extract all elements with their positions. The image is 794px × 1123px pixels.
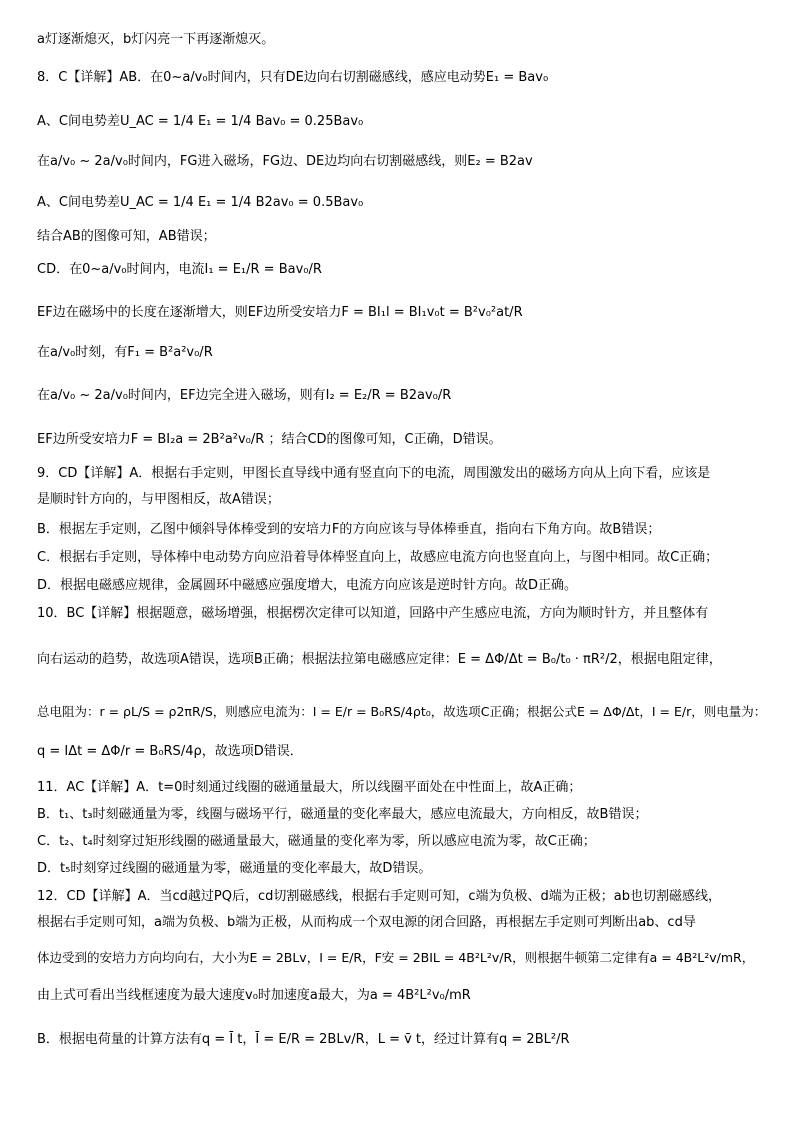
text-line: C．t₂、t₄时刻穿过矩形线圈的磁通量最大，磁通量的变化率为零，所以感应电流为零，故C正确； (37, 834, 596, 849)
text-line: 根据右手定则可知，a端为负极、b端为正极，从而构成一个双电源的闭合回路，再根据左手定则可判断出ab、cd导 (37, 915, 696, 930)
text-line: 在a/v₀时刻，有F₁ = B²a²v₀/R (37, 345, 213, 360)
text-line: EF边在磁场中的长度在逐渐增大，则EF边所受安培力F = BI₁l = BI₁v₀t = B²v₀²at/R (37, 305, 523, 320)
text-line: EF边所受安培力F = BI₂a = 2B²a²v₀/R ；结合CD的图像可知，C正确，D错误。 (37, 432, 502, 447)
text-line: D．根据电磁感应规律，金属圆环中磁感应强度增大，电流方向应该是逆时针方向。故D正确。 (37, 578, 578, 593)
text-line: 在a/v₀ ~ 2a/v₀时间内，EF边完全进入磁场，则有I₂ = E₂/R = B2av₀/R (37, 388, 452, 403)
text-line: 10．BC【详解】根据题意，磁场增强，根据楞次定律可以知道，回路中产生感应电流，方向为顺时针方，并且整体有 (37, 606, 709, 621)
text-line: 11．AC【详解】A．t=0时刻通过线圈的磁通量最大，所以线圈平面处在中性面上，故A正确； (37, 780, 582, 795)
text-line: A、C间电势差U_AC = 1/4 E₁ = 1/4 B2av₀ = 0.5Bav₀ (37, 195, 364, 210)
text-line: C．根据右手定则，导体棒中电动势方向应沿着导体棒竖直向上，故感应电流方向也竖直向上，与图中相同。故C正确； (37, 550, 719, 565)
text-line: 在a/v₀ ~ 2a/v₀时间内，FG进入磁场，FG边、DE边均向右切割磁感线，则E₂ = B2av (37, 154, 533, 169)
text-line: D．t₅时刻穿过线圈的磁通量为零，磁通量的变化率最大，故D错误。 (37, 861, 432, 876)
text-line: CD．在0~a/v₀时间内，电流I₁ = E₁/R = Bav₀/R (37, 262, 322, 277)
text-line: 9．CD【详解】A．根据右手定则，甲图长直导线中通有竖直向下的电流，周围激发出的磁场方向从上向下看，应该是 (37, 466, 711, 481)
text-line: B．t₁、t₃时刻磁通量为零，线圈与磁场平行，磁通量的变化率最大，感应电流最大，方向相反，故B错误； (37, 807, 648, 822)
text-line: q = IΔt = ΔΦ/r = B₀RS/4ρ，故选项D错误． (37, 744, 303, 759)
text-line: 结合AB的图像可知，AB错误； (37, 229, 216, 244)
text-line: B．根据电荷量的计算方法有q = Ī t，Ī = E/R = 2BLv/R，L = v̄ t，经过计算有q = 2BL²/R (37, 1032, 570, 1047)
text-line: A、C间电势差U_AC = 1/4 E₁ = 1/4 Bav₀ = 0.25Bav₀ (37, 114, 364, 129)
text-line: 体边受到的安培力方向均向右，大小为E = 2BLv，I = E/R，F安 = 2BIL = 4B²L²v/R，则根据牛顿第二定律有a = 4B²L²v/mR， (37, 950, 755, 965)
text-line: 12．CD【详解】A．当cd越过PQ后，cd切割磁感线，根据右手定则可知，c端为负极、d端为正极；ab也切割磁感线， (37, 889, 722, 904)
text-line: 向右运动的趋势，故选项A错误，选项B正确；根据法拉第电磁感应定律：E = ΔΦ/Δt = B₀/t₀ · πR²/2，根据电阻定律， (37, 652, 722, 667)
text-line: 8．C【详解】AB．在0~a/v₀时间内，只有DE边向右切割磁感线，感应电动势E₁ = Bav₀ (37, 70, 549, 85)
text-line: 由上式可看出当线框速度为最大速度v₀时加速度a最大，为a = 4B²L²v₀/mR (37, 988, 471, 1003)
text-line: 总电阻为：r = ρL/S = ρ2πR/S，则感应电流为：I = E/r = B₀RS/4ρt₀，故选项C正确；根据公式E = ΔΦ/Δt，I = E/r，则电量为： (37, 704, 767, 719)
text-line: B．根据左手定则，乙图中倾斜导体棒受到的安培力F的方向应该与导体棒垂直，指向右下角方向。故B错误； (37, 522, 661, 537)
text-line: 是顺时针方向的，与甲图相反，故A错误； (37, 492, 280, 507)
text-line: a灯逐渐熄灭，b灯闪亮一下再逐渐熄灭。 (37, 32, 275, 47)
